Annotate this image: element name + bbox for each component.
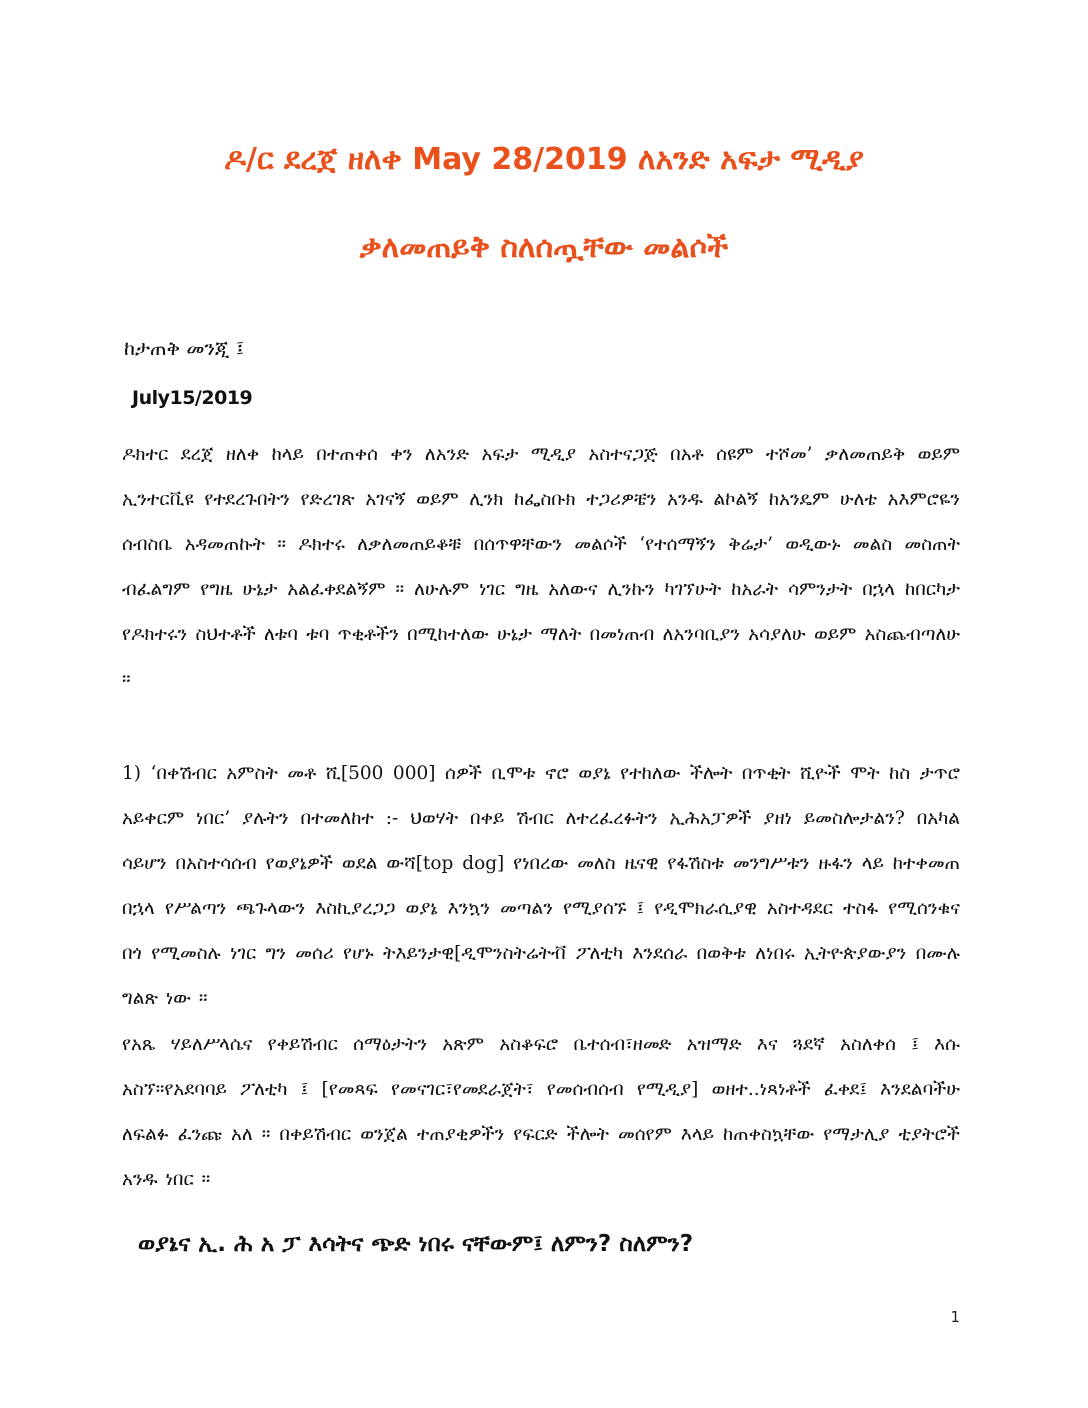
document-date: July15/2019 [132, 387, 253, 409]
section-heading: ወያኔና ኢ. ሕ አ ፓ እሳትና ጭድ ነበሩ ናቸውም፤ ለምን? ስለምን? [138, 1231, 694, 1257]
body-paragraph: የአጼ ሃይለሥላሴና የቀይሽብር ሰማዕታትን አጽም አስቆፍሮ ቤተሰብ፣ዘመድ አዝማድ እና ጓደኛ አስለቀሰ ፤ እሱ አስኘ።የአደባባይ ፖለቲካ ፤ [የመጻፍ የመናገር፣የመደራጀት፣ የመሰብሰብ የሚዲያ] ወዘተ..ነጻነቶች ፈቀደ፤ እንደልባችሁ ለፍልፉ ፈንጩ አለ ። በቀይሽብር ወንጀል ተጠያቂዎችን የፍርድ ችሎት መሰየም እላይ ከጠቀስኳቸው የማታሊያ ቲያትሮች አንዱ ነበር ። [122, 1034, 960, 1190]
document-title-line-1: ዶ/ር ደረጀ ዘለቀ May 28/2019 ለአንድ አፍታ ሚዲያ [224, 142, 864, 177]
body-paragraph: 1) ‘በቀሽብር አምስት መቶ ሺ[500 000] ሰዎች ቢሞቱ ኖሮ ወያኔ የተከለው ችሎት በጥቂት ሺዮች ሞት ከስ ታጥሮ አይቀርም ነበር’ ያሉትን በተመለከተ :- ህወሃት በቀይ ሽብር ለተረፈረፉትን ኢሕአፓዎች ያዘነ ይመስሎታልን? በአካል ሳይሆን በአስተሳሰብ የወያኔዎች ወደል ውሻ[top dog] የነበረው መለስ ዜናዊ የፋሽስቱ መንግሥቱን ዙፋን ላይ ከተቀመጠ በኋላ የሥልጣን ጫጉላውን እስኪያረጋጋ ወያኔ እንኳን መጣልን የሚያሰኙ ፤ የዲሞክራሲያዊ አስተዳደር ተስፋ የሚሰንቁና በጎ የሚመስሉ ነገር ግን መሰሪ የሆኑ ትእይንታዊ[ዲሞንስትሬትቭ ፖለቲካ እንደሰራ በወቅቱ ለነበሩ ኢትዮጵያውያን በሙሉ ግልጽ ነው ። [122, 763, 960, 1009]
author-byline: ከታጠቅ መንጂ ፤ [124, 336, 245, 360]
document-title-line-2: ቃለመጠይቅ ስለሰጧቸው መልሶች [359, 230, 729, 265]
body-paragraph: ዶክተር ደረጀ ዘለቀ ከላይ በተጠቀሰ ቀን ለአንድ አፍታ ሚዲያ አስተናጋጅ በአቶ ሰዩም ተሾመ’ ቃለመጠይቅ ወይም ኢንተርቪዩ የተደረጉበትን የድረገጽ አገናኝ ወይም ሊንክ ከፌስቡክ ተጋሪዎቼን አንዱ ልኮልኝ ከአንዴም ሁለቴ አእምሮዬን ሰብስቤ አዳመጠኩት ። ዶክተሩ ለቃለመጠይቆቹ በሰጥዋቸውን መልሶች ‘የተሰማኝን ቅሬታ’ ወዲውኑ መልስ መስጠት ብፈልግም የግዜ ሁኔታ አልፈቀደልኝም ። ለሁሉም ነገር ግዜ አለውና ሊንኩን ካገኘሁት ከአራት ሳምንታት በኋላ ከበርካታ የዶክተሩን ስህተቶች ለቱባ ቱባ ጥቂቶችን በሚከተለው ሁኔታ ማለት በመነጠብ ለአንባቢያን አሳያለሁ ወይም አስጨብጣለሁ ። [122, 444, 960, 690]
page-number: 1 [950, 1308, 960, 1326]
